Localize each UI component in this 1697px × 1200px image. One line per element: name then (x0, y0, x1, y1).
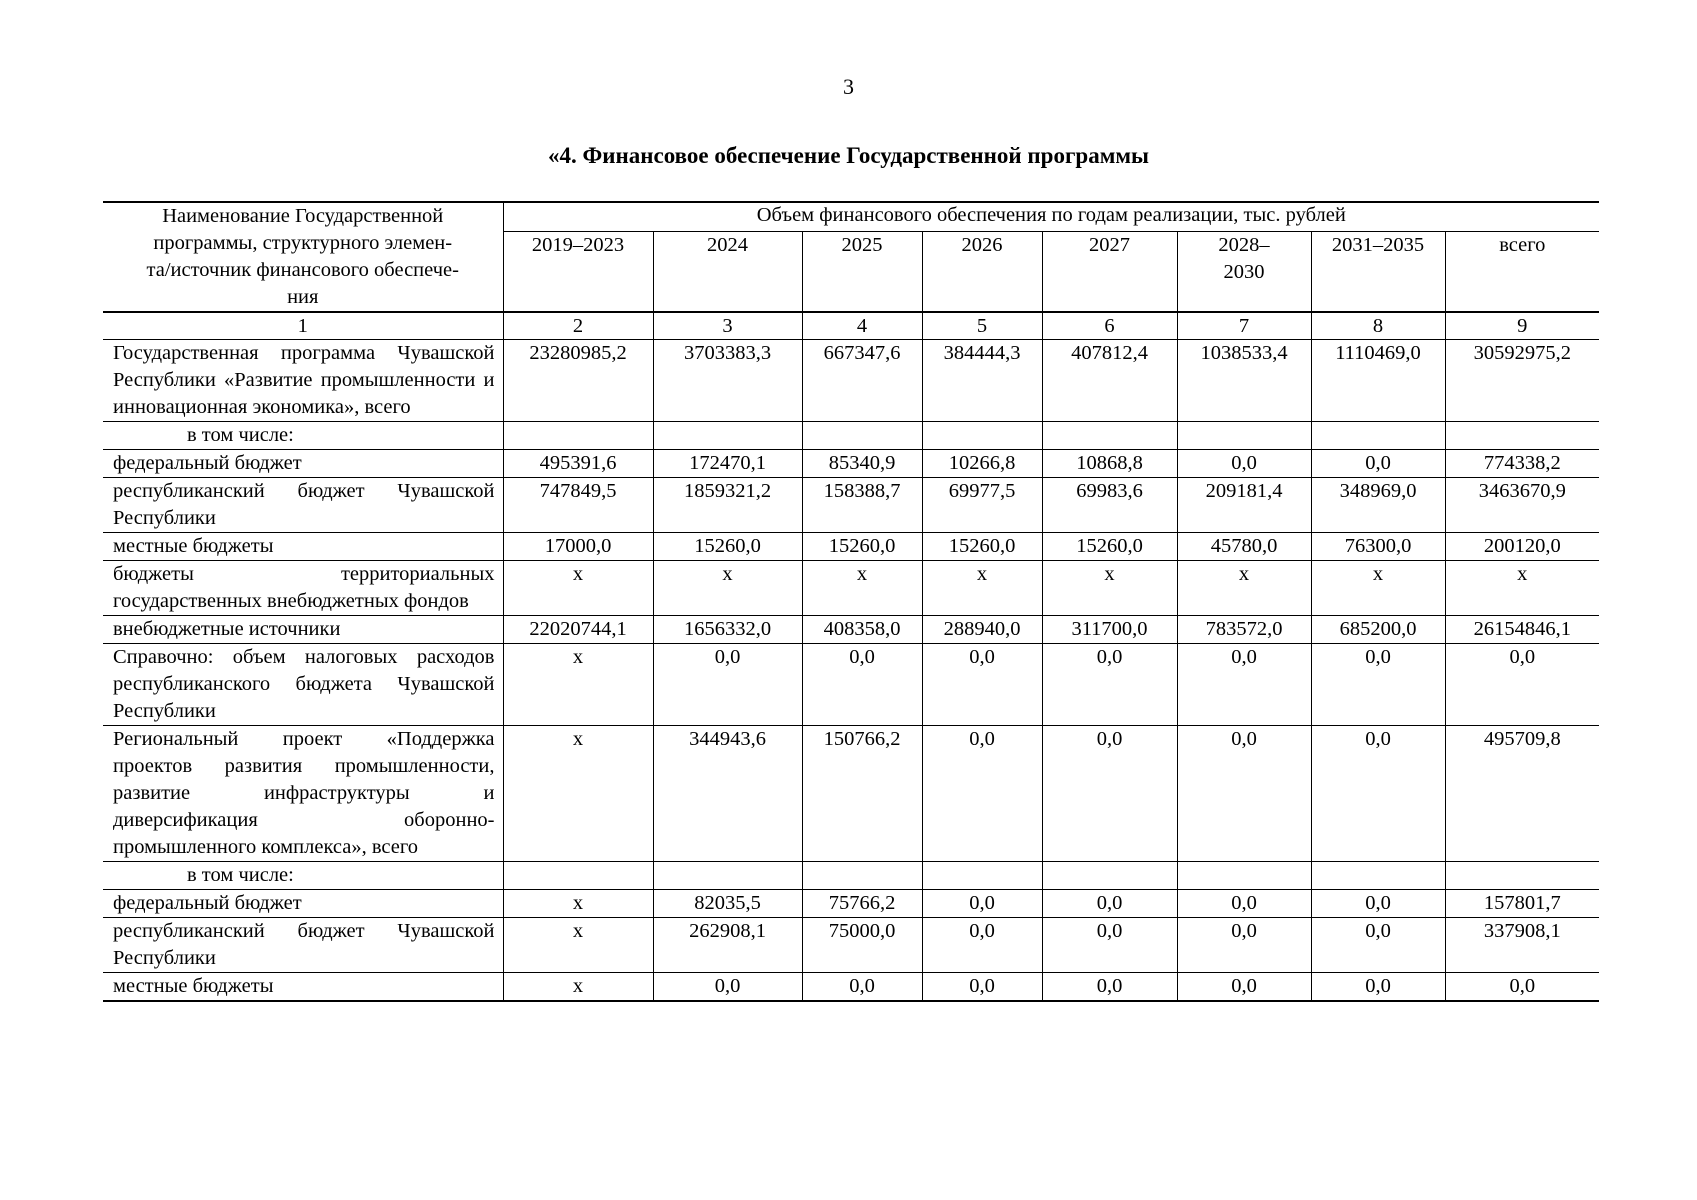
value-cell: 1859321,2 (653, 478, 802, 533)
value-cell (1445, 862, 1599, 890)
row-name-cell: федеральный бюджет (103, 890, 503, 918)
value-cell: 69977,5 (922, 478, 1042, 533)
value-cell: 23280985,2 (503, 340, 653, 422)
header-name-line: Наименование Государственной (162, 205, 444, 227)
value-cell: 15260,0 (922, 533, 1042, 561)
value-cell: 172470,1 (653, 450, 802, 478)
value-cell (1311, 422, 1445, 450)
year-header: 2024 (653, 231, 802, 312)
value-cell: 15260,0 (653, 533, 802, 561)
value-cell: х (802, 561, 922, 616)
value-cell: 209181,4 (1177, 478, 1311, 533)
row-name-cell: внебюджетные источники (103, 616, 503, 644)
column-number: 5 (922, 312, 1042, 340)
header-volume-cell: Объем финансового обеспечения по годам реализации, тыс. рублей (503, 202, 1599, 231)
value-cell: х (922, 561, 1042, 616)
value-cell: 0,0 (1311, 918, 1445, 973)
value-cell: 1038533,4 (1177, 340, 1311, 422)
value-cell: 10868,8 (1042, 450, 1177, 478)
value-cell: 0,0 (922, 726, 1042, 862)
value-cell: 15260,0 (802, 533, 922, 561)
value-cell: 3703383,3 (653, 340, 802, 422)
value-cell: 0,0 (1177, 644, 1311, 726)
year-header-line: 2028– (1218, 233, 1270, 256)
table-row (103, 890, 1599, 918)
value-cell (653, 862, 802, 890)
value-cell: х (503, 726, 653, 862)
value-cell: х (503, 890, 653, 918)
value-cell: 0,0 (922, 890, 1042, 918)
row-name-cell: Государственная программа Чувашской Республики «Развитие промышленности и инновационная экономика», всего (103, 340, 503, 422)
table-row (103, 726, 1599, 862)
value-cell: 0,0 (802, 644, 922, 726)
table-row (103, 616, 1599, 644)
value-cell: 0,0 (1042, 973, 1177, 1002)
year-header: всего (1445, 231, 1599, 312)
value-cell: 76300,0 (1311, 533, 1445, 561)
value-cell: 0,0 (1177, 973, 1311, 1002)
value-cell: 0,0 (1311, 726, 1445, 862)
value-cell: 0,0 (1177, 450, 1311, 478)
value-cell: 158388,7 (802, 478, 922, 533)
column-number: 8 (1311, 312, 1445, 340)
value-cell: 0,0 (802, 973, 922, 1002)
column-number: 1 (103, 312, 503, 340)
value-cell (802, 422, 922, 450)
value-cell: 0,0 (922, 973, 1042, 1002)
value-cell: 407812,4 (1042, 340, 1177, 422)
value-cell: 344943,6 (653, 726, 802, 862)
value-cell: 17000,0 (503, 533, 653, 561)
row-name-cell: республиканский бюджет Чувашской Республики (103, 478, 503, 533)
year-header: 2025 (802, 231, 922, 312)
value-cell: 0,0 (1177, 726, 1311, 862)
header-name-line: ния (287, 286, 319, 308)
column-number-row (103, 312, 1599, 340)
table-row (103, 644, 1599, 726)
table-row (103, 478, 1599, 533)
value-cell (1177, 862, 1311, 890)
header-name-line: программы, структурного элемен- (153, 232, 453, 254)
value-cell: 0,0 (1042, 726, 1177, 862)
value-cell: х (503, 973, 653, 1002)
row-name-cell: местные бюджеты (103, 973, 503, 1002)
row-name-cell: федеральный бюджет (103, 450, 503, 478)
value-cell: 0,0 (1311, 890, 1445, 918)
value-cell: 747849,5 (503, 478, 653, 533)
value-cell: 75000,0 (802, 918, 922, 973)
value-cell (802, 862, 922, 890)
table-row (103, 561, 1599, 616)
value-cell: х (503, 644, 653, 726)
table-row (103, 340, 1599, 422)
column-number: 2 (503, 312, 653, 340)
header-row-1 (103, 202, 1599, 231)
year-header: 2027 (1042, 231, 1177, 312)
value-cell (1311, 862, 1445, 890)
value-cell (653, 422, 802, 450)
value-cell: 30592975,2 (1445, 340, 1599, 422)
value-cell: 15260,0 (1042, 533, 1177, 561)
value-cell: 1656332,0 (653, 616, 802, 644)
value-cell: 150766,2 (802, 726, 922, 862)
value-cell: 783572,0 (1177, 616, 1311, 644)
value-cell: 0,0 (1042, 890, 1177, 918)
value-cell: 337908,1 (1445, 918, 1599, 973)
value-cell (1042, 422, 1177, 450)
column-number: 3 (653, 312, 802, 340)
value-cell: 10266,8 (922, 450, 1042, 478)
year-header (1177, 231, 1311, 312)
value-cell: 69983,6 (1042, 478, 1177, 533)
value-cell: 384444,3 (922, 340, 1042, 422)
value-cell (503, 862, 653, 890)
table-row (103, 450, 1599, 478)
value-cell: 85340,9 (802, 450, 922, 478)
year-header: 2019–2023 (503, 231, 653, 312)
page-number: 3 (843, 74, 854, 99)
value-cell: 157801,7 (1445, 890, 1599, 918)
header-name-cell (103, 202, 503, 312)
value-cell: 0,0 (1177, 918, 1311, 973)
value-cell (1177, 422, 1311, 450)
value-cell: 0,0 (1311, 644, 1445, 726)
value-cell: 288940,0 (922, 616, 1042, 644)
row-name-cell: в том числе: (103, 862, 503, 890)
row-name-cell: республиканский бюджет Чувашской Республики (103, 918, 503, 973)
row-name-cell: бюджеты территориальных государственных внебюджетных фондов (103, 561, 503, 616)
value-cell (922, 422, 1042, 450)
value-cell (922, 862, 1042, 890)
column-number: 6 (1042, 312, 1177, 340)
value-cell: 348969,0 (1311, 478, 1445, 533)
value-cell: х (1311, 561, 1445, 616)
row-name-cell: местные бюджеты (103, 533, 503, 561)
value-cell (1042, 862, 1177, 890)
value-cell: 262908,1 (653, 918, 802, 973)
value-cell: 685200,0 (1311, 616, 1445, 644)
value-cell: х (1042, 561, 1177, 616)
value-cell: 0,0 (1445, 973, 1599, 1002)
row-name-cell: Справочно: объем налоговых расходов республиканского бюджета Чувашской Республики (103, 644, 503, 726)
value-cell: 0,0 (1311, 973, 1445, 1002)
value-cell: х (653, 561, 802, 616)
value-cell: 75766,2 (802, 890, 922, 918)
value-cell: 0,0 (653, 973, 802, 1002)
year-header-line: 2030 (1223, 260, 1265, 283)
value-cell: 200120,0 (1445, 533, 1599, 561)
value-cell: 0,0 (1311, 450, 1445, 478)
year-header: 2026 (922, 231, 1042, 312)
column-number: 4 (802, 312, 922, 340)
value-cell: 0,0 (1042, 644, 1177, 726)
value-cell: 0,0 (1042, 918, 1177, 973)
year-header: 2031–2035 (1311, 231, 1445, 312)
table-row (103, 422, 1599, 450)
financing-table (103, 201, 1599, 1002)
column-number: 9 (1445, 312, 1599, 340)
value-cell: 22020744,1 (503, 616, 653, 644)
table-row (103, 533, 1599, 561)
value-cell: х (503, 561, 653, 616)
section-title: «4. Финансовое обеспечение Государственной программы (548, 143, 1149, 168)
row-name-cell: в том числе: (103, 422, 503, 450)
value-cell: 82035,5 (653, 890, 802, 918)
value-cell: 0,0 (1177, 890, 1311, 918)
value-cell: 26154846,1 (1445, 616, 1599, 644)
value-cell: 667347,6 (802, 340, 922, 422)
value-cell: 495391,6 (503, 450, 653, 478)
table-row (103, 862, 1599, 890)
value-cell: х (1445, 561, 1599, 616)
value-cell: 45780,0 (1177, 533, 1311, 561)
value-cell: х (503, 918, 653, 973)
value-cell (503, 422, 653, 450)
value-cell: 0,0 (922, 918, 1042, 973)
value-cell: 495709,8 (1445, 726, 1599, 862)
value-cell: 408358,0 (802, 616, 922, 644)
value-cell: 0,0 (922, 644, 1042, 726)
value-cell: 3463670,9 (1445, 478, 1599, 533)
row-name-cell: Региональный проект «Поддержка проектов развития промышленности, развитие инфраструктуры и диверсификация оборонно-промышленного комплекса», всего (103, 726, 503, 862)
value-cell: 311700,0 (1042, 616, 1177, 644)
value-cell: 1110469,0 (1311, 340, 1445, 422)
value-cell: 0,0 (653, 644, 802, 726)
value-cell: 0,0 (1445, 644, 1599, 726)
table-row (103, 918, 1599, 973)
table-row (103, 973, 1599, 1002)
column-number: 7 (1177, 312, 1311, 340)
header-name-line: та/источник финансового обеспече- (146, 259, 459, 281)
table-body (103, 202, 1599, 1001)
value-cell: х (1177, 561, 1311, 616)
value-cell (1445, 422, 1599, 450)
value-cell: 774338,2 (1445, 450, 1599, 478)
